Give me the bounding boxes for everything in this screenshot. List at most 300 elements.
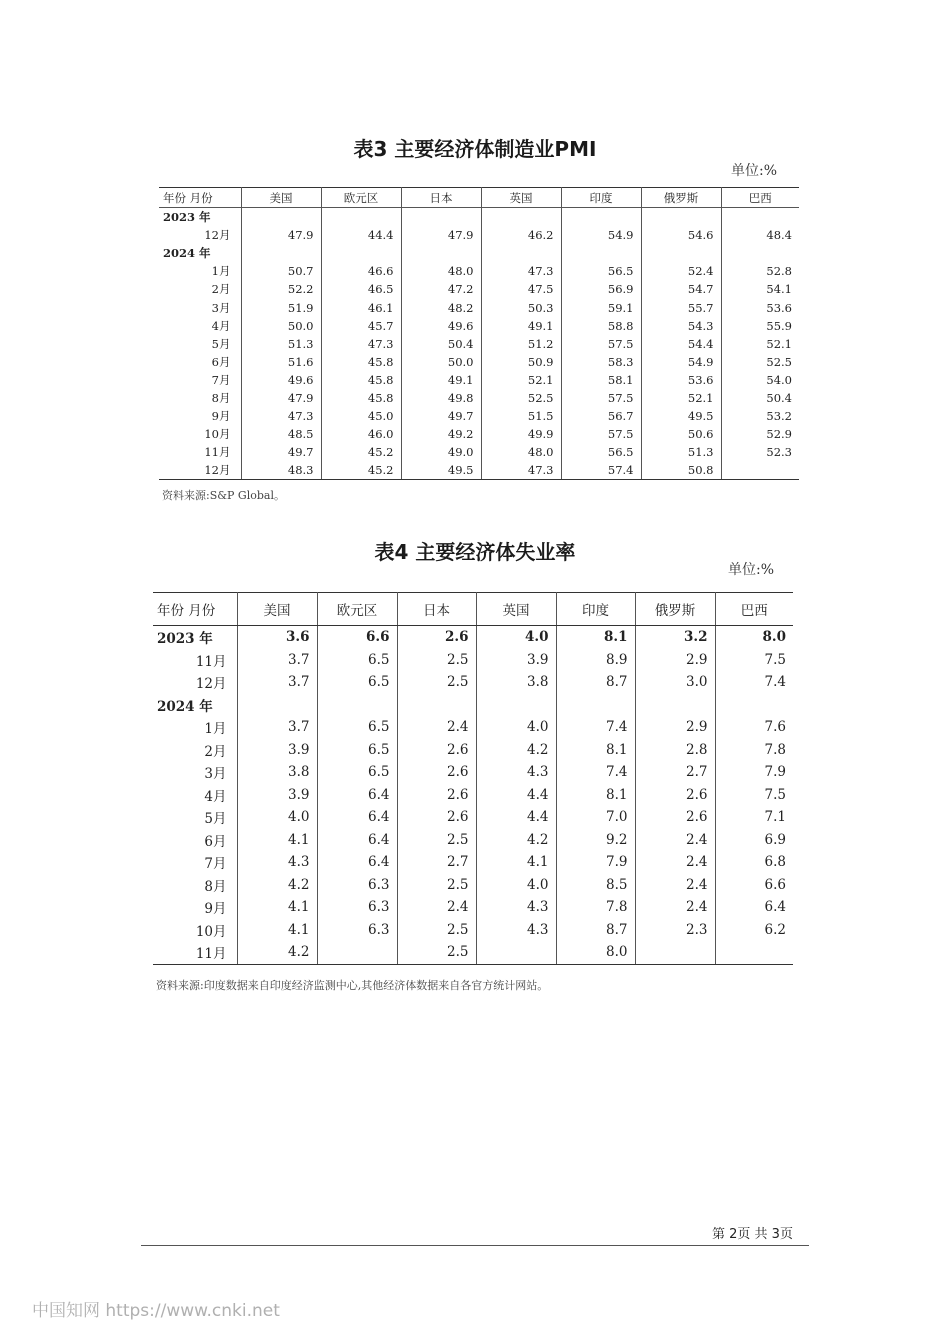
table-row (153, 649, 793, 672)
table-cell: 6.3 (317, 896, 397, 919)
table-cell: 47.3 (481, 461, 561, 480)
table-row (153, 941, 793, 964)
row-month-label: 9月 (153, 896, 237, 919)
table-cell: 2.9 (635, 716, 715, 739)
table-cell: 52.9 (766, 427, 792, 442)
table-cell: 48.5 (241, 425, 321, 443)
table-cell: 4.2 (237, 941, 317, 964)
row-month-label: 10月 (153, 919, 237, 942)
table4-header-row (153, 593, 793, 626)
table-row (159, 443, 799, 461)
table-cell: 2.5 (397, 941, 476, 964)
row-month-label: 7月 (159, 371, 241, 389)
table-cell: 50.3 (481, 298, 561, 316)
header-country: 巴西 (715, 593, 793, 626)
table-cell: 53.6 (766, 300, 792, 315)
table-cell (635, 694, 715, 717)
table-cell: 6.6 (317, 626, 397, 649)
table-cell: 56.9 (561, 280, 641, 298)
table-cell: 47.3 (241, 407, 321, 425)
table-cell: 50.0 (241, 317, 321, 335)
table-cell: 8.7 (556, 919, 635, 942)
table-cell: 58.8 (561, 317, 641, 335)
table-cell: 52.5 (481, 389, 561, 407)
table-cell: 49.5 (401, 461, 481, 480)
table-cell: 51.5 (481, 407, 561, 425)
table-row (153, 761, 793, 784)
table-row (153, 626, 793, 649)
row-month-label: 8月 (153, 874, 237, 897)
table-cell: 7.5 (764, 786, 786, 803)
table-row (159, 425, 799, 443)
table3-header-row (159, 188, 799, 208)
table-cell: 49.7 (241, 443, 321, 461)
table-cell: 54.4 (641, 335, 721, 353)
header-period: 年份 月份 (159, 188, 241, 208)
table-cell: 3.2 (635, 626, 715, 649)
table-cell: 54.3 (641, 317, 721, 335)
table-cell: 6.5 (317, 761, 397, 784)
table-cell: 2.7 (635, 761, 715, 784)
table-cell: 2.5 (397, 829, 476, 852)
table-cell: 47.2 (401, 280, 481, 298)
table-cell: 4.4 (476, 806, 556, 829)
table-row (153, 851, 793, 874)
table-cell: 4.3 (237, 851, 317, 874)
table-cell: 7.5 (764, 651, 786, 668)
table3-source: 资料来源:S&P Global。 (162, 489, 285, 502)
table-cell: 4.3 (476, 896, 556, 919)
table-cell (561, 244, 641, 262)
table-cell: 7.4 (764, 674, 786, 691)
table-cell: 4.2 (237, 874, 317, 897)
table-cell (556, 694, 635, 717)
table-cell: 57.5 (561, 335, 641, 353)
table-cell: 45.2 (321, 443, 401, 461)
table-cell: 50.6 (641, 425, 721, 443)
header-country: 欧元区 (317, 593, 397, 626)
table-cell: 2.6 (397, 784, 476, 807)
table-row (153, 806, 793, 829)
table-cell (721, 208, 799, 227)
table-cell: 6.4 (317, 806, 397, 829)
table-cell: 8.1 (556, 739, 635, 762)
table-cell: 47.9 (401, 226, 481, 244)
table-cell: 57.5 (561, 389, 641, 407)
table-cell: 3.6 (237, 626, 317, 649)
table-cell: 51.6 (241, 353, 321, 371)
table-row (153, 896, 793, 919)
table-row (153, 716, 793, 739)
table-cell: 8.0 (556, 941, 635, 964)
table-cell: 52.8 (766, 264, 792, 279)
table-cell (241, 208, 321, 227)
table-cell: 2.9 (635, 649, 715, 672)
table-cell: 6.6 (764, 876, 786, 893)
table-cell: 48.2 (401, 298, 481, 316)
table-row (153, 671, 793, 694)
table-cell: 57.4 (561, 461, 641, 480)
table-row (159, 208, 799, 227)
row-month-label: 12月 (153, 671, 237, 694)
table-cell: 51.2 (481, 335, 561, 353)
table-row (159, 335, 799, 353)
table-cell: 53.6 (641, 371, 721, 389)
table-cell: 52.4 (641, 262, 721, 280)
row-year-label: 2023 年 (153, 626, 237, 649)
table-cell (241, 244, 321, 262)
table-cell (317, 941, 397, 964)
row-month-label: 6月 (153, 829, 237, 852)
row-month-label: 2月 (159, 280, 241, 298)
table-cell: 57.5 (561, 425, 641, 443)
table-cell: 7.4 (556, 761, 635, 784)
table-cell: 4.3 (476, 919, 556, 942)
header-country: 俄罗斯 (641, 188, 721, 208)
table-cell: 47.5 (481, 280, 561, 298)
table-cell: 6.5 (317, 671, 397, 694)
table-cell: 48.4 (766, 228, 792, 243)
table-cell: 49.1 (401, 371, 481, 389)
table-cell: 2.6 (635, 784, 715, 807)
header-country: 巴西 (721, 188, 799, 208)
table-cell: 6.4 (317, 851, 397, 874)
header-country: 印度 (556, 593, 635, 626)
row-month-label: 3月 (159, 298, 241, 316)
table-cell: 49.1 (481, 317, 561, 335)
table-row (153, 694, 793, 717)
table-cell: 4.2 (476, 829, 556, 852)
table-cell (641, 244, 721, 262)
table-cell: 2.3 (635, 919, 715, 942)
table-cell: 51.9 (241, 298, 321, 316)
table-cell: 3.9 (237, 739, 317, 762)
table-cell: 45.8 (321, 353, 401, 371)
table-cell: 8.1 (556, 784, 635, 807)
table-cell: 52.5 (766, 354, 792, 369)
table-row (159, 244, 799, 262)
table-cell (321, 244, 401, 262)
table-cell (561, 208, 641, 227)
header-country: 日本 (401, 188, 481, 208)
table-cell (397, 694, 476, 717)
table-cell: 4.0 (476, 716, 556, 739)
table-cell: 54.1 (766, 282, 792, 297)
row-year-label: 2024 年 (153, 694, 237, 717)
table-row (159, 280, 799, 298)
table-cell: 45.8 (321, 371, 401, 389)
table-cell: 8.1 (556, 626, 635, 649)
table-cell: 50.4 (766, 390, 792, 405)
table-cell: 3.7 (237, 671, 317, 694)
table-cell: 47.3 (481, 262, 561, 280)
table-cell: 6.5 (317, 739, 397, 762)
table-cell: 2.6 (397, 626, 476, 649)
header-country: 美国 (237, 593, 317, 626)
table-cell: 46.0 (321, 425, 401, 443)
table-cell: 55.9 (766, 318, 792, 333)
table-cell: 47.9 (241, 389, 321, 407)
row-month-label: 12月 (159, 226, 241, 244)
row-year-label: 2024 年 (159, 244, 241, 262)
row-month-label: 8月 (159, 389, 241, 407)
row-month-label: 2月 (153, 739, 237, 762)
table-cell: 2.4 (635, 874, 715, 897)
table-cell: 2.6 (635, 806, 715, 829)
table-cell: 8.9 (556, 649, 635, 672)
row-month-label: 3月 (153, 761, 237, 784)
table-cell: 7.1 (764, 809, 786, 826)
page-number: 第 2页 共 3页 (712, 1227, 793, 1242)
table4-body (153, 626, 793, 965)
table-cell: 2.8 (635, 739, 715, 762)
table-row (153, 784, 793, 807)
table-cell: 2.4 (635, 896, 715, 919)
table3-unit: 单位:% (731, 163, 778, 179)
table-cell: 54.9 (641, 353, 721, 371)
table-cell (715, 694, 793, 717)
table-cell: 2.6 (397, 806, 476, 829)
header-country: 英国 (476, 593, 556, 626)
table-cell: 56.5 (561, 262, 641, 280)
table-cell (237, 694, 317, 717)
table-cell: 4.1 (476, 851, 556, 874)
table-cell: 53.2 (766, 409, 792, 424)
table-cell (481, 208, 561, 227)
table-cell: 3.9 (237, 784, 317, 807)
table-cell: 2.5 (397, 919, 476, 942)
table-cell: 8.5 (556, 874, 635, 897)
table-row (159, 353, 799, 371)
table-cell: 50.8 (641, 461, 721, 480)
row-month-label: 12月 (159, 461, 241, 480)
row-month-label: 1月 (159, 262, 241, 280)
table-cell: 46.1 (321, 298, 401, 316)
header-period: 年份 月份 (153, 593, 237, 626)
table-cell: 3.9 (476, 649, 556, 672)
table-cell: 7.6 (764, 719, 786, 736)
table-cell: 52.1 (641, 389, 721, 407)
table-row (159, 407, 799, 425)
table-cell: 4.2 (476, 739, 556, 762)
row-month-label: 5月 (153, 806, 237, 829)
table-cell: 54.7 (641, 280, 721, 298)
header-country: 俄罗斯 (635, 593, 715, 626)
table4-title: 表4 主要经济体失业率 (374, 540, 576, 564)
table-cell: 7.9 (556, 851, 635, 874)
table-cell: 4.4 (476, 784, 556, 807)
table-cell: 4.0 (476, 874, 556, 897)
table-cell (635, 941, 715, 964)
table4-source: 资料来源:印度数据来自印度经济监测中心,其他经济体数据来自各官方统计网站。 (156, 979, 549, 992)
table-cell: 49.5 (641, 407, 721, 425)
table-cell: 47.3 (321, 335, 401, 353)
header-country: 欧元区 (321, 188, 401, 208)
table-cell: 8.7 (556, 671, 635, 694)
table-cell: 49.2 (401, 425, 481, 443)
table-cell: 56.5 (561, 443, 641, 461)
header-country: 美国 (241, 188, 321, 208)
row-month-label: 4月 (159, 317, 241, 335)
cnki-watermark: 中国知网 https://www.cnki.net (32, 1301, 280, 1321)
table-row (159, 262, 799, 280)
table-cell: 4.1 (237, 919, 317, 942)
table-cell: 3.7 (237, 716, 317, 739)
table-cell: 6.9 (764, 831, 786, 848)
table-cell: 58.1 (561, 371, 641, 389)
table-row (159, 226, 799, 244)
table-cell: 6.8 (764, 854, 786, 871)
table-cell: 45.2 (321, 461, 401, 480)
table-cell: 3.7 (237, 649, 317, 672)
table-cell (476, 694, 556, 717)
table-cell (641, 208, 721, 227)
table-cell: 52.3 (766, 445, 792, 460)
table-cell (321, 208, 401, 227)
table3-pmi (159, 187, 799, 480)
table-cell: 6.2 (764, 921, 786, 938)
table-cell: 54.6 (641, 226, 721, 244)
table-row (153, 919, 793, 942)
table-row (159, 371, 799, 389)
table-row (159, 317, 799, 335)
row-year-label: 2023 年 (159, 208, 241, 227)
table-cell: 7.4 (556, 716, 635, 739)
row-month-label: 11月 (153, 941, 237, 964)
table-cell: 59.1 (561, 298, 641, 316)
table-cell: 50.0 (401, 353, 481, 371)
table-cell: 3.8 (237, 761, 317, 784)
table-cell: 46.6 (321, 262, 401, 280)
table-cell: 45.8 (321, 389, 401, 407)
table-cell: 50.4 (401, 335, 481, 353)
table-cell: 46.2 (481, 226, 561, 244)
table-cell: 49.7 (401, 407, 481, 425)
table-cell: 6.5 (317, 716, 397, 739)
table-cell: 4.0 (237, 806, 317, 829)
table-cell: 2.4 (635, 829, 715, 852)
table-cell: 54.0 (766, 372, 792, 387)
table-cell: 4.1 (237, 829, 317, 852)
table-cell: 52.1 (766, 336, 792, 351)
table-row (153, 829, 793, 852)
table-cell: 58.3 (561, 353, 641, 371)
row-month-label: 10月 (159, 425, 241, 443)
table-cell: 2.5 (397, 874, 476, 897)
table-cell: 48.0 (401, 262, 481, 280)
table-cell (401, 208, 481, 227)
table-row (159, 298, 799, 316)
table-cell: 2.7 (397, 851, 476, 874)
table-cell: 49.0 (401, 443, 481, 461)
table-cell: 49.9 (481, 425, 561, 443)
table-cell: 49.8 (401, 389, 481, 407)
table-cell (317, 694, 397, 717)
table-cell: 44.4 (321, 226, 401, 244)
row-month-label: 11月 (159, 443, 241, 461)
table-cell (721, 244, 799, 262)
table-cell (476, 941, 556, 964)
table-cell: 8.0 (762, 629, 786, 646)
table-cell: 52.2 (241, 280, 321, 298)
header-country: 日本 (397, 593, 476, 626)
table3-title: 表3 主要经济体制造业PMI (353, 137, 597, 161)
table-cell: 2.6 (397, 761, 476, 784)
table-cell: 2.5 (397, 671, 476, 694)
table-cell: 50.7 (241, 262, 321, 280)
table-cell: 2.6 (397, 739, 476, 762)
table-row (153, 739, 793, 762)
table-cell: 6.5 (317, 649, 397, 672)
table-cell: 2.5 (397, 649, 476, 672)
table-cell: 2.4 (635, 851, 715, 874)
table-cell (401, 244, 481, 262)
row-month-label: 4月 (153, 784, 237, 807)
table-cell: 3.0 (635, 671, 715, 694)
table-cell: 50.9 (481, 353, 561, 371)
header-country: 印度 (561, 188, 641, 208)
table-cell: 46.5 (321, 280, 401, 298)
table-cell: 48.3 (241, 461, 321, 480)
table-cell: 45.7 (321, 317, 401, 335)
table-cell: 49.6 (241, 371, 321, 389)
table-cell: 51.3 (241, 335, 321, 353)
table-row (159, 389, 799, 407)
table-cell: 6.3 (317, 919, 397, 942)
table4-unit: 单位:% (728, 562, 775, 578)
table-cell (721, 461, 799, 480)
table-cell: 6.4 (764, 899, 786, 916)
table-cell: 56.7 (561, 407, 641, 425)
row-month-label: 5月 (159, 335, 241, 353)
table-cell: 6.4 (317, 784, 397, 807)
table-cell: 7.0 (556, 806, 635, 829)
table-cell: 3.8 (476, 671, 556, 694)
table-cell: 6.3 (317, 874, 397, 897)
row-month-label: 11月 (153, 649, 237, 672)
table-cell (481, 244, 561, 262)
table-cell: 54.9 (561, 226, 641, 244)
footer-divider (141, 1245, 809, 1246)
table-cell: 2.4 (397, 716, 476, 739)
table-cell: 7.8 (764, 741, 786, 758)
table3-body (159, 208, 799, 480)
table-cell: 2.4 (397, 896, 476, 919)
header-country: 英国 (481, 188, 561, 208)
table-cell: 4.0 (476, 626, 556, 649)
table-cell: 52.1 (481, 371, 561, 389)
table-cell: 4.3 (476, 761, 556, 784)
row-month-label: 9月 (159, 407, 241, 425)
table-cell: 9.2 (556, 829, 635, 852)
table-row (153, 874, 793, 897)
table-cell: 51.3 (641, 443, 721, 461)
row-month-label: 6月 (159, 353, 241, 371)
table-row (159, 461, 799, 480)
table4-unemployment (153, 592, 793, 965)
table-cell: 45.0 (321, 407, 401, 425)
table-cell: 48.0 (481, 443, 561, 461)
table-cell: 7.8 (556, 896, 635, 919)
row-month-label: 7月 (153, 851, 237, 874)
table-cell: 47.9 (241, 226, 321, 244)
row-month-label: 1月 (153, 716, 237, 739)
table-cell: 4.1 (237, 896, 317, 919)
table-cell: 6.4 (317, 829, 397, 852)
table-cell (715, 941, 793, 964)
table-cell: 49.6 (401, 317, 481, 335)
table-cell: 7.9 (764, 764, 786, 781)
